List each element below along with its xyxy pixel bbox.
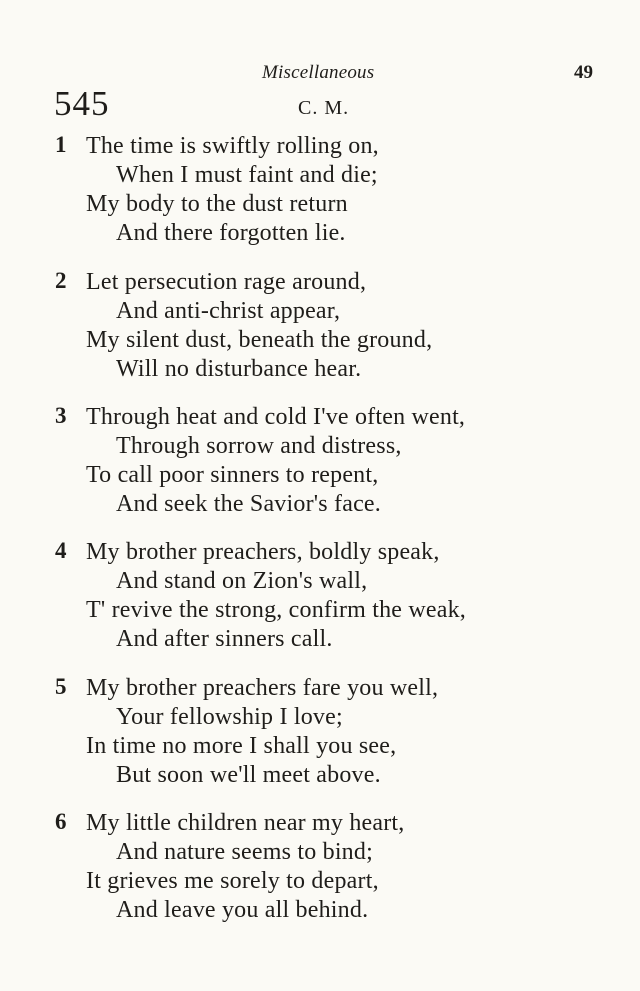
verse-line: Your fellowship I love; [116, 704, 343, 730]
verse-line: In time no more I shall you see, [86, 733, 397, 759]
verse-line: Let persecution rage around, [86, 269, 367, 295]
verse-line: But soon we'll meet above. [116, 762, 381, 788]
verse-line: And anti-christ appear, [116, 298, 341, 324]
verse-line: And seek the Savior's face. [116, 491, 381, 517]
verse-number: 2 [55, 268, 67, 293]
verse-line: T' revive the strong, confirm the weak, [86, 597, 466, 623]
verse-number: 4 [55, 538, 67, 563]
verse-line: It grieves me sorely to depart, [86, 868, 379, 894]
verse-line: And leave you all behind. [116, 897, 369, 923]
verse-line: And nature seems to bind; [116, 839, 373, 865]
verse-line: Through heat and cold I've often went, [86, 404, 466, 430]
page-number: 49 [574, 62, 593, 83]
verse-line: My body to the dust return [86, 191, 348, 217]
verse-number: 5 [55, 674, 67, 699]
verse-line: And stand on Zion's wall, [116, 568, 368, 594]
verse-line: And there forgotten lie. [116, 220, 346, 246]
verse-line: Will no disturbance hear. [116, 356, 362, 382]
verse-line: To call poor sinners to repent, [86, 462, 379, 488]
verse-number: 1 [55, 132, 67, 157]
verse-line: My little children near my heart, [86, 810, 405, 836]
verse-line: The time is swiftly rolling on, [86, 133, 379, 159]
verse-line: And after sinners call. [116, 626, 333, 652]
verse-line: When I must faint and die; [116, 162, 378, 188]
verse-number: 6 [55, 809, 67, 834]
running-title: Miscellaneous [262, 62, 375, 83]
verse-number: 3 [55, 403, 67, 428]
verse-line: Through sorrow and distress, [116, 433, 402, 459]
verse-line: My silent dust, beneath the ground, [86, 327, 433, 353]
hymn-number: 545 [54, 84, 110, 123]
verse-line: My brother preachers fare you well, [86, 675, 439, 701]
hymn-meter: C. M. [298, 97, 350, 119]
verse-line: My brother preachers, boldly speak, [86, 539, 440, 565]
